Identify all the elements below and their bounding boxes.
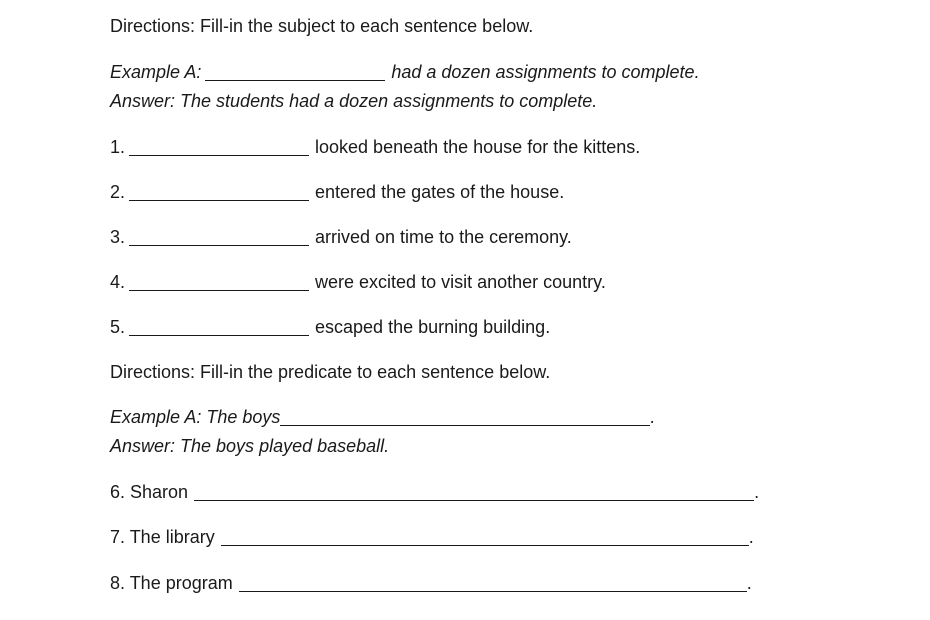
subject-item-1 [110,136,640,158]
predicate-example-text: Example A: The boys [110,407,281,427]
subject-item-2 [110,181,564,203]
predicate-example [110,406,655,428]
item-number: 1. [110,137,126,157]
item-text: escaped the burning building. [315,317,551,337]
subject-example-answer: Answer: The students had a dozen assignments to complete. [110,91,598,111]
answer-blank [129,141,309,156]
item-text: looked beneath the house for the kittens. [315,137,641,157]
predicate-example-end: . [650,407,656,427]
subject-item-4 [110,271,606,293]
answer-blank [221,531,749,546]
item-text: 8. The program [110,573,233,593]
subject-example-label: Example A: [110,62,202,82]
item-end: . [754,482,760,502]
item-text: entered the gates of the house. [315,182,565,202]
subject-item-3 [110,226,572,248]
answer-blank [194,486,754,501]
item-end: . [746,573,752,593]
directions-predicate: Directions: Fill-in the predicate to each sentence below. [110,362,551,382]
item-text: arrived on time to the ceremony. [315,227,572,247]
answer-blank [239,577,747,592]
directions-subject: Directions: Fill-in the subject to each sentence below. [110,16,534,36]
predicate-example-blank [280,411,650,426]
subject-example-blank [205,66,385,81]
item-number: 4. [110,272,126,292]
item-number: 3. [110,227,126,247]
subject-example-text: had a dozen assignments to complete. [391,62,700,82]
answer-blank [129,321,309,336]
predicate-example-answer: Answer: The boys played baseball. [110,436,390,456]
answer-blank [129,231,309,246]
answer-blank [129,186,309,201]
predicate-item-6 [110,481,759,503]
item-text: were excited to visit another country. [315,272,606,292]
answer-blank [129,276,309,291]
item-text: 6. Sharon [110,482,189,502]
predicate-item-7 [110,526,754,548]
item-number: 2. [110,182,126,202]
subject-example [110,61,700,83]
item-text: 7. The library [110,527,215,547]
item-end: . [748,527,754,547]
item-number: 5. [110,317,126,337]
predicate-item-8 [110,572,752,594]
subject-item-5 [110,316,550,338]
